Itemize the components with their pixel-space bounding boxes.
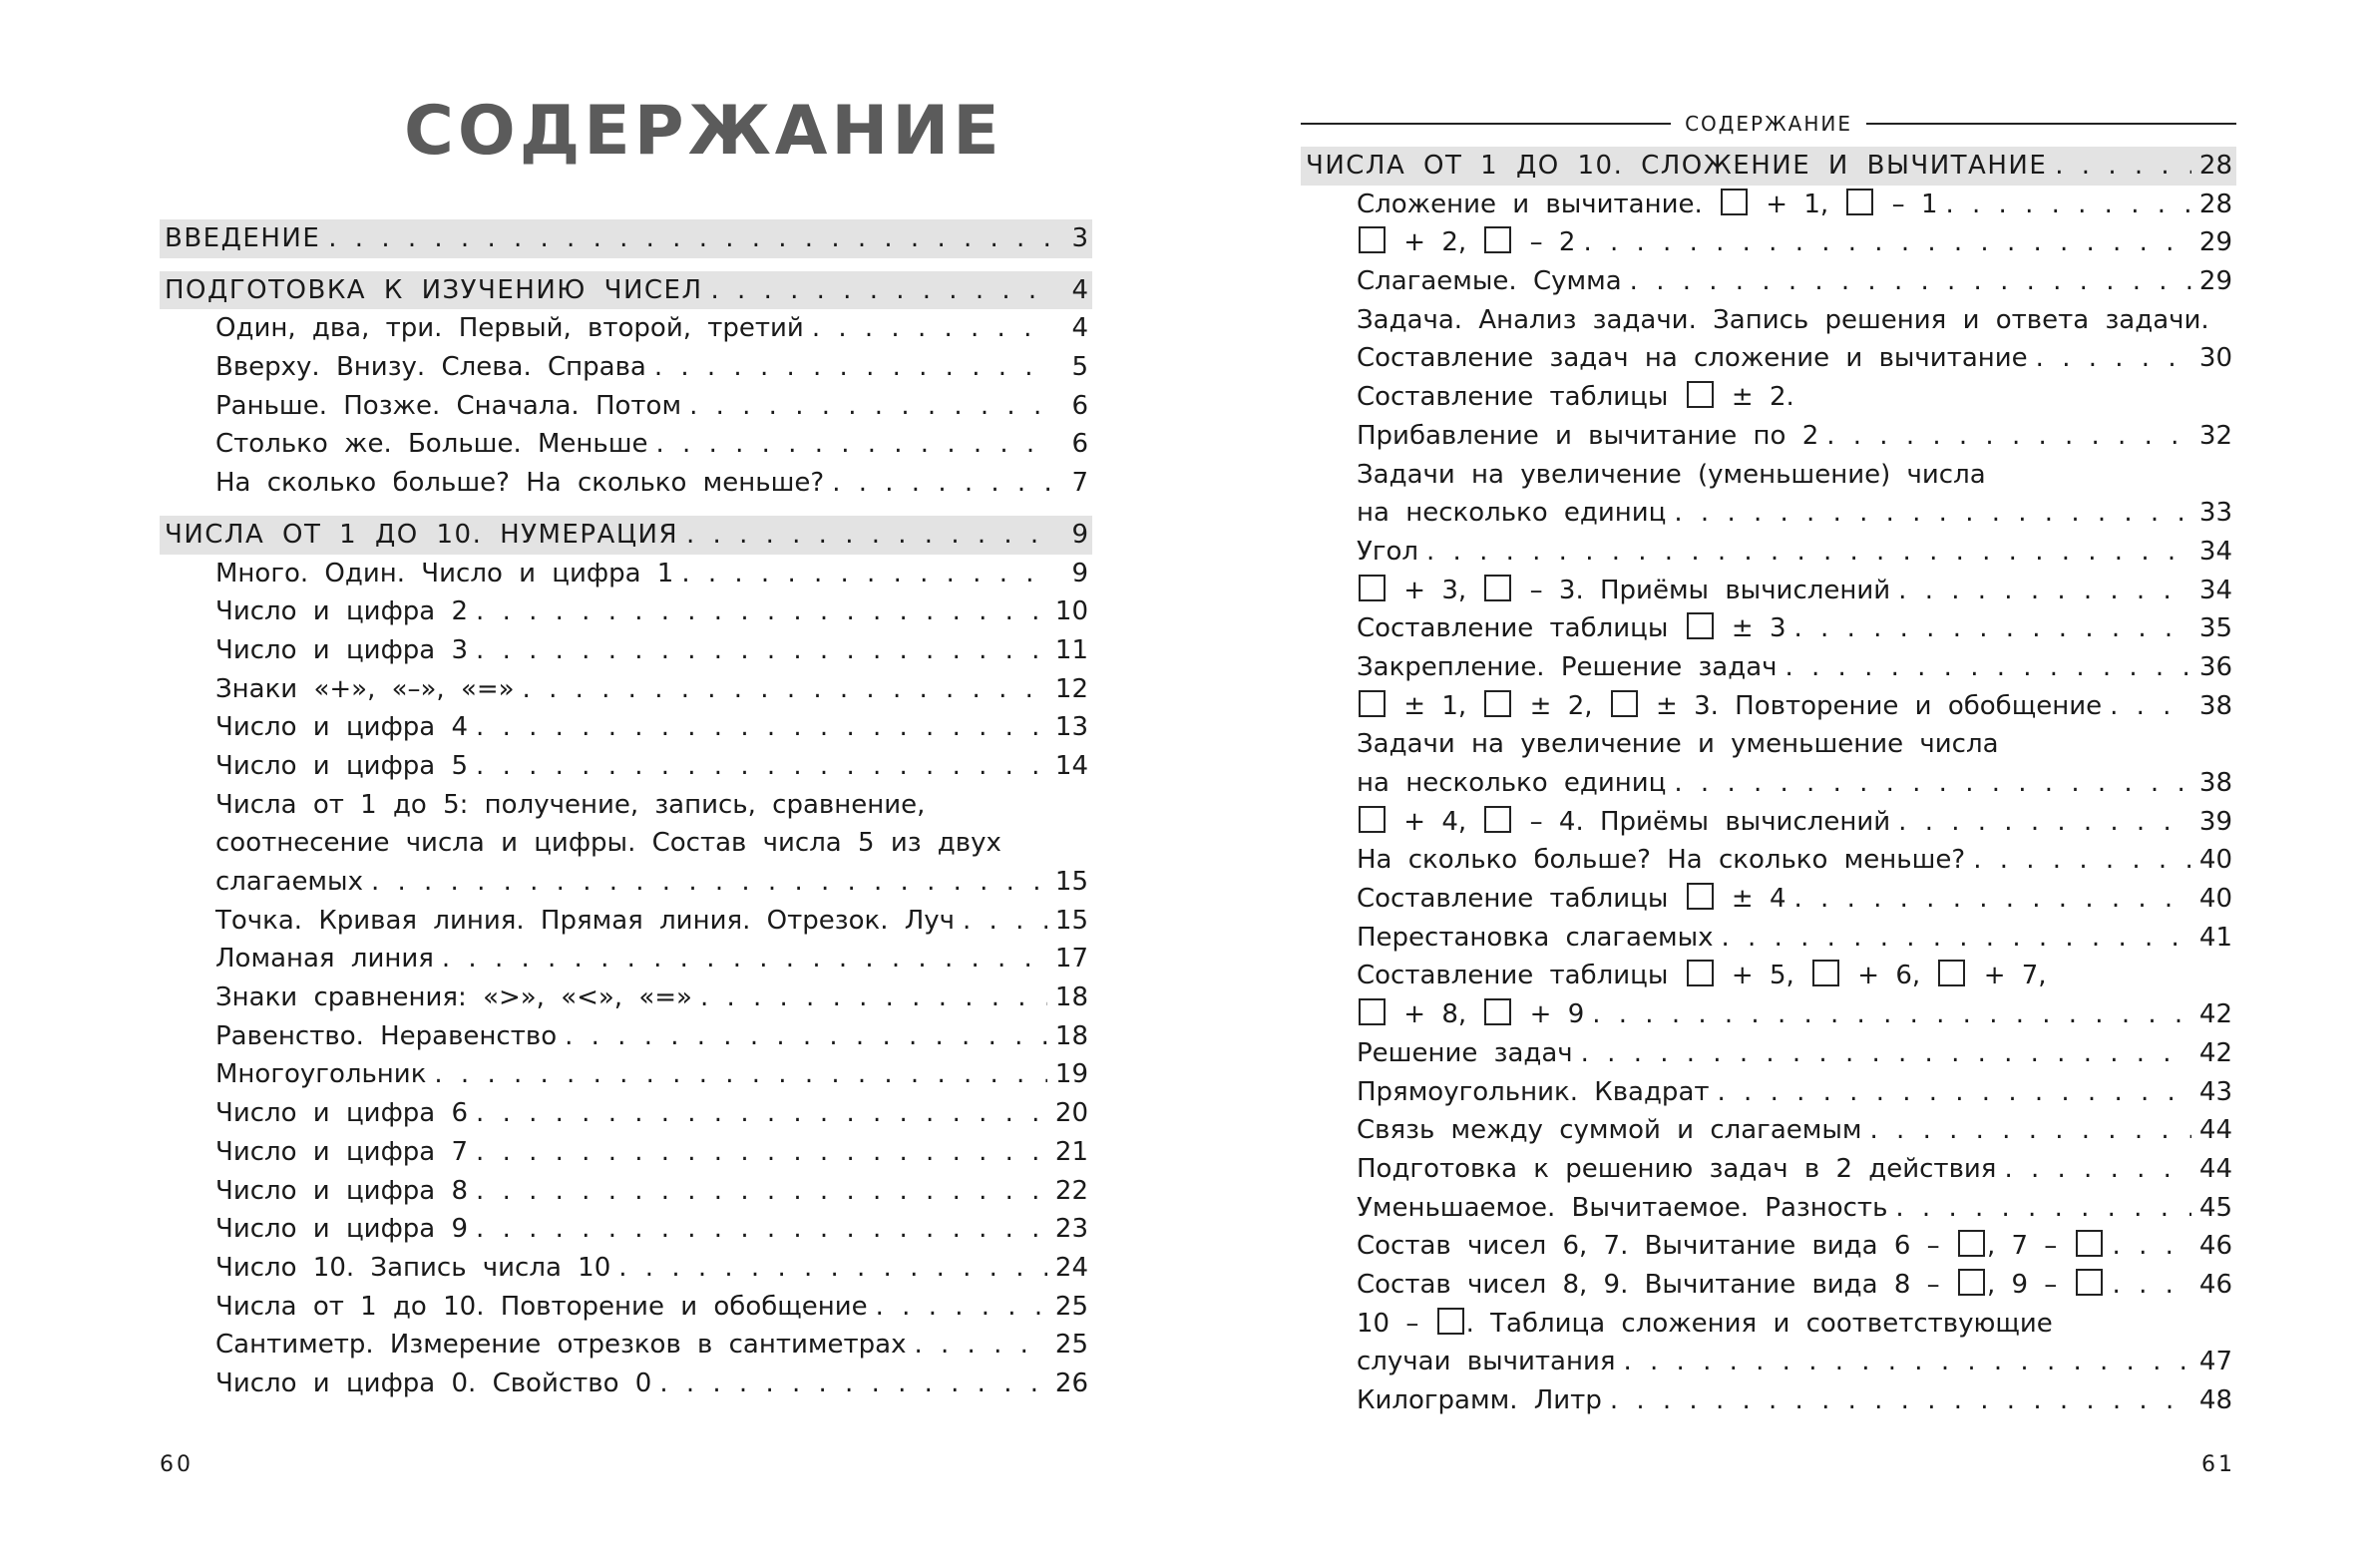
toc-page-number: 12 [1054, 673, 1088, 704]
right-page [1190, 0, 2380, 1561]
toc-entry-title: Перестановка слагаемых [1357, 922, 1714, 953]
toc-page-number: 19 [1054, 1059, 1088, 1090]
toc-entry-title: 10 – . Таблица сложения и соответствующие [1357, 1308, 2053, 1339]
toc-page-number: 24 [1054, 1252, 1088, 1283]
empty-box-icon [1437, 1308, 1464, 1335]
toc-page-number: 45 [2198, 1192, 2232, 1223]
toc-entry-row [160, 1133, 1092, 1172]
dot-leader [2055, 147, 2191, 186]
dot-leader [565, 1017, 1047, 1056]
toc-page-number: 7 [1071, 468, 1088, 499]
toc-page-number: 47 [2198, 1347, 2232, 1377]
toc-page-number: 32 [2198, 420, 2232, 451]
toc-entry-row [1301, 456, 2236, 495]
toc-entry-title: Число и цифра 3 [215, 634, 469, 665]
toc-entry-title: слагаемых [215, 867, 363, 897]
toc-entry-row [160, 1326, 1092, 1365]
toc-entry-title: Слагаемые. Сумма [1357, 266, 1622, 297]
toc-entry-row [1301, 1227, 2236, 1266]
toc-entry-row [160, 708, 1092, 747]
toc-page-number: 15 [1054, 867, 1088, 897]
toc-entry-row [1301, 1073, 2236, 1112]
toc-entry-title: ± 1, ± 2, ± 3. Повторение и обобщение [1357, 687, 2102, 726]
empty-box-icon [1484, 575, 1511, 601]
dot-leader [1785, 648, 2191, 687]
toc-page-number: 18 [1054, 982, 1088, 1013]
toc-entry-title: + 3, – 3. Приёмы вычислений [1357, 572, 1890, 610]
toc-entry-row [160, 309, 1092, 348]
empty-box-icon [1359, 690, 1386, 717]
dot-leader [476, 1133, 1047, 1172]
toc-entry-title: На сколько больше? На сколько меньше? [1357, 845, 1966, 876]
header-rule-line-left [1301, 123, 1671, 125]
toc-entry-row [160, 387, 1092, 426]
toc-entry-row [1301, 1111, 2236, 1150]
toc-page-number: 9 [1071, 558, 1088, 588]
toc-page-number: 25 [1054, 1291, 1088, 1322]
toc-entry-row [1301, 648, 2236, 687]
toc-entry-row [1301, 1343, 2236, 1381]
toc-page-number: 28 [2198, 151, 2232, 181]
toc-entry-title: Много. Один. Число и цифра 1 [215, 558, 674, 588]
dot-leader [618, 1249, 1047, 1288]
toc-page-number: 25 [1054, 1330, 1088, 1361]
dot-leader [1870, 1111, 2191, 1150]
toc-entry-title: Знаки сравнения: «>», «<», «=» [215, 982, 692, 1013]
toc-entry-title: Знаки «+», «–», «=» [215, 673, 515, 704]
toc-entry-title: + 4, – 4. Приёмы вычислений [1357, 803, 1890, 842]
toc-page-number: 39 [2198, 806, 2232, 837]
toc-entry-row [1301, 880, 2236, 919]
toc-entry-title: Число и цифра 6 [215, 1098, 469, 1129]
dot-leader [812, 309, 1050, 348]
dot-leader [1826, 417, 2191, 456]
toc-page-number: 5 [1071, 352, 1088, 383]
toc-page-number: 28 [2198, 189, 2232, 219]
toc-entry-title: Число и цифра 9 [215, 1214, 469, 1245]
toc-entry-title: соотнесение числа и цифры. Состав числа 5 из двух [215, 828, 1001, 859]
dot-leader [681, 555, 1050, 593]
toc-entry-title: Состав чисел 6, 7. Вычитание вида 6 – , 7 – [1357, 1227, 2105, 1266]
toc-page-number: 42 [2198, 1037, 2232, 1068]
dot-leader [1592, 995, 2191, 1034]
toc-entry-row [160, 631, 1092, 670]
dot-leader [1623, 1343, 2190, 1381]
toc-page-number: 46 [2198, 1231, 2232, 1262]
empty-box-icon [1687, 612, 1714, 639]
toc-entry-row [1301, 1381, 2236, 1420]
toc-entry-title: Раньше. Позже. Сначала. Потом [215, 390, 682, 421]
toc-page-number: 17 [1054, 944, 1088, 975]
toc-entry-title: На сколько больше? На сколько меньше? [215, 468, 825, 499]
toc-entry-row [1301, 572, 2236, 610]
dot-leader [656, 425, 1050, 464]
toc-page-number: 4 [1071, 313, 1088, 344]
toc-entry-title: Задача. Анализ задачи. Запись решения и ответа задачи. [1357, 304, 2209, 335]
toc-page-number: 4 [1071, 274, 1088, 305]
toc-page-number: 30 [2198, 343, 2232, 374]
dot-leader [476, 631, 1047, 670]
toc-entry-row [1301, 919, 2236, 958]
dot-leader [711, 271, 1050, 310]
toc-page-number: 33 [2198, 498, 2232, 529]
toc-page-number: 6 [1071, 429, 1088, 460]
toc-entry-title: Угол [1357, 536, 1419, 567]
dot-leader [689, 387, 1050, 426]
table-of-contents-right [1301, 147, 2236, 1420]
toc-entry-row [160, 425, 1092, 464]
toc-entry-title: Подготовка к решению задач в 2 действия [1357, 1153, 1997, 1184]
toc-page-number: 38 [2198, 768, 2232, 798]
empty-box-icon [1611, 690, 1638, 717]
empty-box-icon [1958, 1269, 1985, 1296]
toc-entry-title: ВВЕДЕНИЕ [165, 223, 321, 253]
toc-page-number: 48 [2198, 1385, 2232, 1415]
dot-leader [1426, 533, 2191, 572]
toc-entry-row [1301, 262, 2236, 301]
toc-entry-title: Составление таблицы ± 3 [1357, 613, 1786, 644]
dot-leader [1583, 223, 2190, 262]
empty-box-icon [1846, 189, 1873, 215]
toc-entry-title: Состав чисел 8, 9. Вычитание вида 8 – , 9 – [1357, 1266, 2105, 1305]
toc-page-number: 44 [2198, 1153, 2232, 1184]
toc-entry-row [1301, 1034, 2236, 1073]
toc-entry-row [1301, 533, 2236, 572]
toc-page-number: 3 [1071, 223, 1088, 253]
running-header-label: СОДЕРЖАНИЕ [1685, 112, 1852, 136]
toc-page-number: 11 [1054, 634, 1088, 665]
toc-entry-title: ЧИСЛА ОТ 1 ДО 10. НУМЕРАЦИЯ [165, 519, 679, 550]
toc-entry-row [160, 1365, 1092, 1403]
toc-entry-title: Составление таблицы ± 4 [1357, 884, 1786, 915]
dot-leader [1898, 572, 2191, 610]
toc-entry-title: Равенство. Неравенство [215, 1020, 558, 1051]
toc-page-number: 46 [2198, 1269, 2232, 1300]
toc-page-number: 34 [2198, 536, 2232, 567]
page-number-left: 60 [160, 1452, 194, 1477]
toc-entry-title: Прибавление и вычитание по 2 [1357, 420, 1819, 451]
dot-leader [1722, 919, 2191, 958]
toc-section-row [1301, 147, 2236, 186]
toc-page-number: 14 [1054, 750, 1088, 781]
toc-page-number: 29 [2198, 266, 2232, 297]
toc-entry-row [160, 902, 1092, 941]
toc-entry-row [1301, 803, 2236, 842]
toc-entry-title: Сложение и вычитание. + 1, – 1 [1357, 189, 1938, 219]
toc-entry-title: Число 10. Запись числа 10 [215, 1252, 611, 1283]
dot-leader [371, 863, 1047, 902]
empty-box-icon [1812, 960, 1839, 986]
empty-box-icon [1359, 806, 1386, 833]
dot-leader [832, 464, 1050, 503]
toc-entry-title: Числа от 1 до 5: получение, запись, сравнение, [215, 789, 926, 820]
dot-leader [442, 940, 1047, 978]
empty-box-icon [1484, 806, 1511, 833]
empty-box-icon [2076, 1269, 2103, 1296]
toc-entry-row [1301, 378, 2236, 417]
empty-box-icon [1958, 1230, 1985, 1257]
toc-entry-row [1301, 1150, 2236, 1189]
toc-entry-title: Многоугольник [215, 1059, 427, 1090]
toc-entry-title: Число и цифра 0. Свойство 0 [215, 1367, 652, 1398]
toc-entry-title: + 8, + 9 [1357, 995, 1584, 1034]
empty-box-icon [1687, 960, 1714, 986]
dot-leader [523, 670, 1047, 709]
toc-page-number: 42 [2198, 999, 2232, 1030]
toc-section-row [160, 271, 1092, 310]
toc-section-row [160, 219, 1092, 258]
toc-entry-title: Задачи на увеличение и уменьшение числа [1357, 729, 1999, 760]
toc-entry-row [1301, 339, 2236, 378]
empty-box-icon [1687, 381, 1714, 408]
toc-entry-row [160, 747, 1092, 786]
toc-entry-row [1301, 1266, 2236, 1305]
empty-box-icon [1359, 575, 1386, 601]
dot-leader [1973, 841, 2191, 880]
toc-page-number: 21 [1054, 1136, 1088, 1167]
toc-page-number: 40 [2198, 845, 2232, 876]
toc-entry-row [160, 863, 1092, 902]
toc-entry-title: Вверху. Внизу. Слева. Справа [215, 352, 646, 383]
dot-leader [1610, 1381, 2191, 1420]
toc-entry-row [160, 940, 1092, 978]
toc-entry-title: на несколько единиц [1357, 768, 1667, 798]
toc-page-number: 36 [2198, 651, 2232, 682]
toc-page-number: 43 [2198, 1076, 2232, 1107]
toc-entry-title: Число и цифра 5 [215, 750, 469, 781]
toc-entry-row [1301, 417, 2236, 456]
dot-leader [1630, 262, 2191, 301]
header-rule-line-right [1866, 123, 2236, 125]
toc-entry-title: Прямоугольник. Квадрат [1357, 1076, 1710, 1107]
toc-entry-title: Точка. Кривая линия. Прямая линия. Отрезок. Луч [215, 905, 956, 936]
dot-leader [2036, 339, 2191, 378]
toc-entry-row [1301, 957, 2236, 995]
toc-page-number: 23 [1054, 1214, 1088, 1245]
toc-entry-row [1301, 1189, 2236, 1228]
toc-entry-title: Закрепление. Решение задач [1357, 651, 1778, 682]
toc-entry-title: Ломаная линия [215, 944, 434, 975]
empty-box-icon [1359, 998, 1386, 1025]
toc-page-number: 13 [1054, 712, 1088, 743]
toc-entry-title: Составление таблицы ± 2. [1357, 382, 1794, 413]
toc-page-number: 34 [2198, 575, 2232, 605]
toc-entry-row [1301, 725, 2236, 764]
dot-leader [476, 592, 1047, 631]
toc-page-number: 38 [2198, 690, 2232, 721]
toc-entry-row [1301, 301, 2236, 340]
dot-leader [1794, 880, 2191, 919]
toc-entry-row [160, 592, 1092, 631]
toc-entry-title: + 2, – 2 [1357, 223, 1575, 262]
toc-page-number: 44 [2198, 1115, 2232, 1146]
toc-entry-row [160, 824, 1092, 863]
toc-entry-row [160, 348, 1092, 387]
toc-entry-row [160, 1094, 1092, 1133]
dot-leader [914, 1326, 1046, 1365]
empty-box-icon [1359, 226, 1386, 253]
dot-leader [476, 1094, 1047, 1133]
dot-leader [1946, 186, 2191, 224]
dot-leader [876, 1288, 1047, 1327]
dot-leader [1674, 764, 2191, 803]
dot-leader [963, 902, 1047, 941]
toc-entry-title: Число и цифра 2 [215, 596, 469, 627]
toc-entry-row [1301, 609, 2236, 648]
toc-entry-title: Составление задач на сложение и вычитание [1357, 343, 2028, 374]
empty-box-icon [1721, 189, 1748, 215]
toc-entry-title: Число и цифра 4 [215, 712, 469, 743]
toc-page-number: 20 [1054, 1098, 1088, 1129]
page-number-right: 61 [2201, 1452, 2235, 1477]
toc-entry-row [1301, 995, 2236, 1034]
toc-entry-row [1301, 1305, 2236, 1344]
toc-entry-row [160, 1017, 1092, 1056]
toc-entry-row [160, 464, 1092, 503]
dot-leader [476, 708, 1047, 747]
toc-entry-row [160, 670, 1092, 709]
toc-page-number: 22 [1054, 1175, 1088, 1206]
dot-leader [476, 1172, 1047, 1211]
toc-section-row [160, 516, 1092, 555]
toc-entry-title: Связь между суммой и слагаемым [1357, 1115, 1862, 1146]
toc-entry-row [160, 786, 1092, 825]
toc-entry-title: ЧИСЛА ОТ 1 ДО 10. СЛОЖЕНИЕ И ВЫЧИТАНИЕ [1306, 151, 2048, 181]
toc-entry-row [1301, 186, 2236, 224]
dot-leader [1581, 1034, 2191, 1073]
toc-entry-title: Уменьшаемое. Вычитаемое. Разность [1357, 1192, 1888, 1223]
empty-box-icon [1484, 690, 1511, 717]
toc-entry-row [1301, 494, 2236, 533]
empty-box-icon [1484, 998, 1511, 1025]
toc-entry-title: Число и цифра 8 [215, 1175, 469, 1206]
toc-entry-title: на несколько единиц [1357, 498, 1667, 529]
dot-leader [476, 747, 1047, 786]
table-of-contents-left [160, 219, 1092, 1403]
dot-leader [1674, 494, 2191, 533]
empty-box-icon [1938, 960, 1965, 986]
dot-leader [686, 516, 1050, 555]
toc-entry-row [1301, 223, 2236, 262]
toc-entry-title: случаи вычитания [1357, 1347, 1616, 1377]
dot-leader [2113, 1227, 2191, 1266]
toc-entry-title: Один, два, три. Первый, второй, третий [215, 313, 804, 344]
toc-page-number: 26 [1054, 1367, 1088, 1398]
toc-entry-title: Число и цифра 7 [215, 1136, 469, 1167]
toc-entry-row [160, 978, 1092, 1017]
toc-page-number: 41 [2198, 922, 2232, 953]
empty-box-icon [1484, 226, 1511, 253]
toc-page-number: 35 [2198, 613, 2232, 644]
dot-leader [1898, 803, 2191, 842]
toc-entry-title: ПОДГОТОВКА К ИЗУЧЕНИЮ ЧИСЕЛ [165, 274, 703, 305]
toc-entry-row [1301, 841, 2236, 880]
toc-page-number: 15 [1054, 905, 1088, 936]
toc-entry-title: Задачи на увеличение (уменьшение) числа [1357, 459, 1986, 490]
toc-entry-row [160, 1055, 1092, 1094]
empty-box-icon [2076, 1230, 2103, 1257]
dot-leader [1794, 609, 2191, 648]
toc-page-number: 9 [1071, 519, 1088, 550]
toc-page-number: 18 [1054, 1020, 1088, 1051]
toc-page-number: 29 [2198, 227, 2232, 258]
dot-leader [476, 1210, 1047, 1249]
toc-page-number: 40 [2198, 884, 2232, 915]
toc-entry-title: Килограмм. Литр [1357, 1385, 1602, 1415]
dot-leader [328, 219, 1050, 258]
toc-entry-row [160, 1172, 1092, 1211]
dot-leader [659, 1365, 1047, 1403]
contents-title: СОДЕРЖАНИЕ [404, 92, 1003, 171]
toc-entry-title: Числа от 1 до 10. Повторение и обобщение [215, 1291, 868, 1322]
toc-page-number: 6 [1071, 390, 1088, 421]
toc-entry-row [1301, 764, 2236, 803]
toc-entry-row [160, 1210, 1092, 1249]
dot-leader [654, 348, 1050, 387]
toc-entry-row [160, 1288, 1092, 1327]
toc-entry-row [160, 555, 1092, 593]
toc-entry-title: Решение задач [1357, 1037, 1573, 1068]
dot-leader [1895, 1189, 2191, 1228]
dot-leader [2113, 1266, 2191, 1305]
dot-leader [2110, 687, 2191, 726]
toc-entry-title: Сантиметр. Измерение отрезков в сантиметрах [215, 1330, 907, 1361]
toc-entry-row [160, 1249, 1092, 1288]
dot-leader [700, 978, 1047, 1017]
toc-entry-title: Столько же. Больше. Меньше [215, 429, 648, 460]
toc-entry-row [1301, 687, 2236, 726]
dot-leader [1718, 1073, 2191, 1112]
dot-leader [434, 1055, 1047, 1094]
empty-box-icon [1687, 883, 1714, 910]
running-header [1301, 104, 2236, 144]
dot-leader [2004, 1150, 2190, 1189]
toc-entry-title: Составление таблицы + 5, + 6, + 7, [1357, 961, 2047, 991]
toc-page-number: 10 [1054, 596, 1088, 627]
